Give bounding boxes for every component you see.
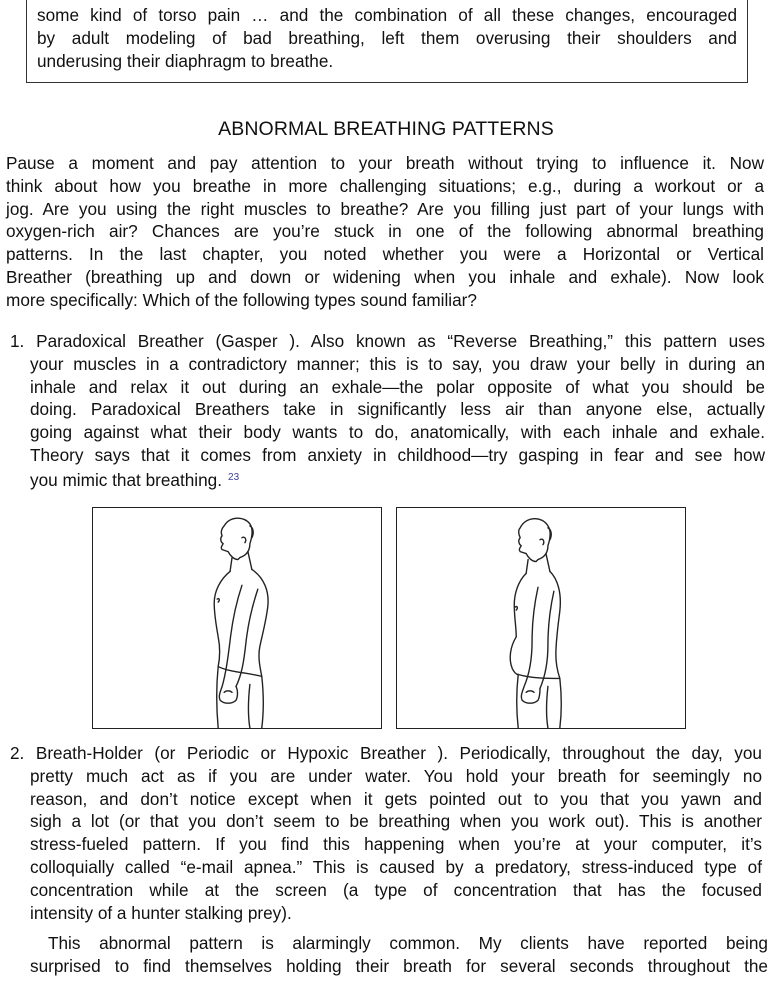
breath-holder-continuation-paragraph (30, 932, 768, 978)
text-line: jog. Are you using the right muscles to breathe? Are you filling just part of your lungs with (6, 198, 764, 219)
text-line: more specifically: Which of the following types sound familiar? (6, 289, 477, 310)
text-line: Pause a moment and pay attention to your breath without trying to influence it. Now (6, 153, 764, 173)
text-line: going against what their body wants to do, anatomically, with each inhale and exhale. (30, 422, 765, 443)
intro-paragraph (6, 152, 764, 312)
posture-figure-right (396, 507, 686, 729)
text-line: surprised to find themselves holding their breath for several seconds throughout the (30, 955, 768, 976)
boxed-sidebar-text (26, 0, 748, 83)
text-line: Breather (breathing up and down or widening when you inhale and exhale). Now look (6, 266, 764, 287)
text-line: Theory says that it comes from anxiety in childhood—try gasping in fear and see how (30, 444, 765, 465)
text-line: This abnormal pattern is alarmingly common. My clients have reported being (48, 933, 768, 953)
list-item-paradoxical-breather (10, 330, 765, 492)
list-item-breath-holder (10, 742, 762, 924)
text-line: doing. Paradoxical Breathers take in significantly less air than anyone else, actually (30, 399, 765, 420)
text-line: concentration while at the screen (a type of concentration that has the focused (30, 879, 762, 900)
section-heading: ABNORMAL BREATHING PATTERNS (218, 118, 554, 140)
text-line: think about how you breathe in more challenging situations; e.g., during a workout or a (6, 175, 764, 196)
standing-man-side-view-icon (397, 508, 685, 728)
text-line: sigh a lot (or that you don’t seem to be breathing when you work out). This is another (30, 811, 762, 832)
text-line: underusing their diaphragm to breathe. (37, 50, 334, 71)
text-line: patterns. In the last chapter, you noted whether you were a Horizontal or Vertical (6, 244, 764, 265)
text-line: 1. Paradoxical Breather (Gasper ). Also known as “Reverse Breathing,” this pattern uses (10, 331, 765, 351)
text-line: intensity of a hunter stalking prey). (30, 902, 292, 923)
text-line: inhale and relax it out during an exhale—the polar opposite of what you should be (30, 376, 765, 397)
text-line: pretty much act as if you are under water. You hold your breath for seemingly no (30, 765, 762, 786)
text-line (10, 467, 765, 492)
text-line-content: you mimic that breathing. (30, 469, 223, 490)
text-line: some kind of torso pain … and the combination of all these changes, encouraged (37, 5, 737, 25)
footnote-link[interactable]: 23 (228, 471, 240, 483)
text-line: 2. Breath-Holder (or Periodic or Hypoxic Breather ). Periodically, throughout the day, you (10, 743, 762, 763)
text-line: by adult modeling of bad breathing, left them overusing their shoulders and (37, 27, 737, 48)
text-line: oxygen-rich air? Chances are you’re stuck in one of the following abnormal breathing (6, 221, 764, 242)
text-line: stress-fueled pattern. If you find this happening when you’re at your computer, it’s (30, 834, 762, 855)
text-line: your muscles in a contradictory manner; this is to say, you draw your belly in during an (30, 353, 765, 374)
text-line: reason, and don’t notice except when it gets pointed out to you that you yawn and (30, 788, 762, 809)
posture-figure-left (92, 507, 382, 729)
standing-man-side-view-icon (93, 508, 381, 728)
text-line: colloquially called “e-mail apnea.” This is caused by a predatory, stress-induced type of (30, 856, 762, 877)
boxed-paragraph (37, 4, 737, 72)
